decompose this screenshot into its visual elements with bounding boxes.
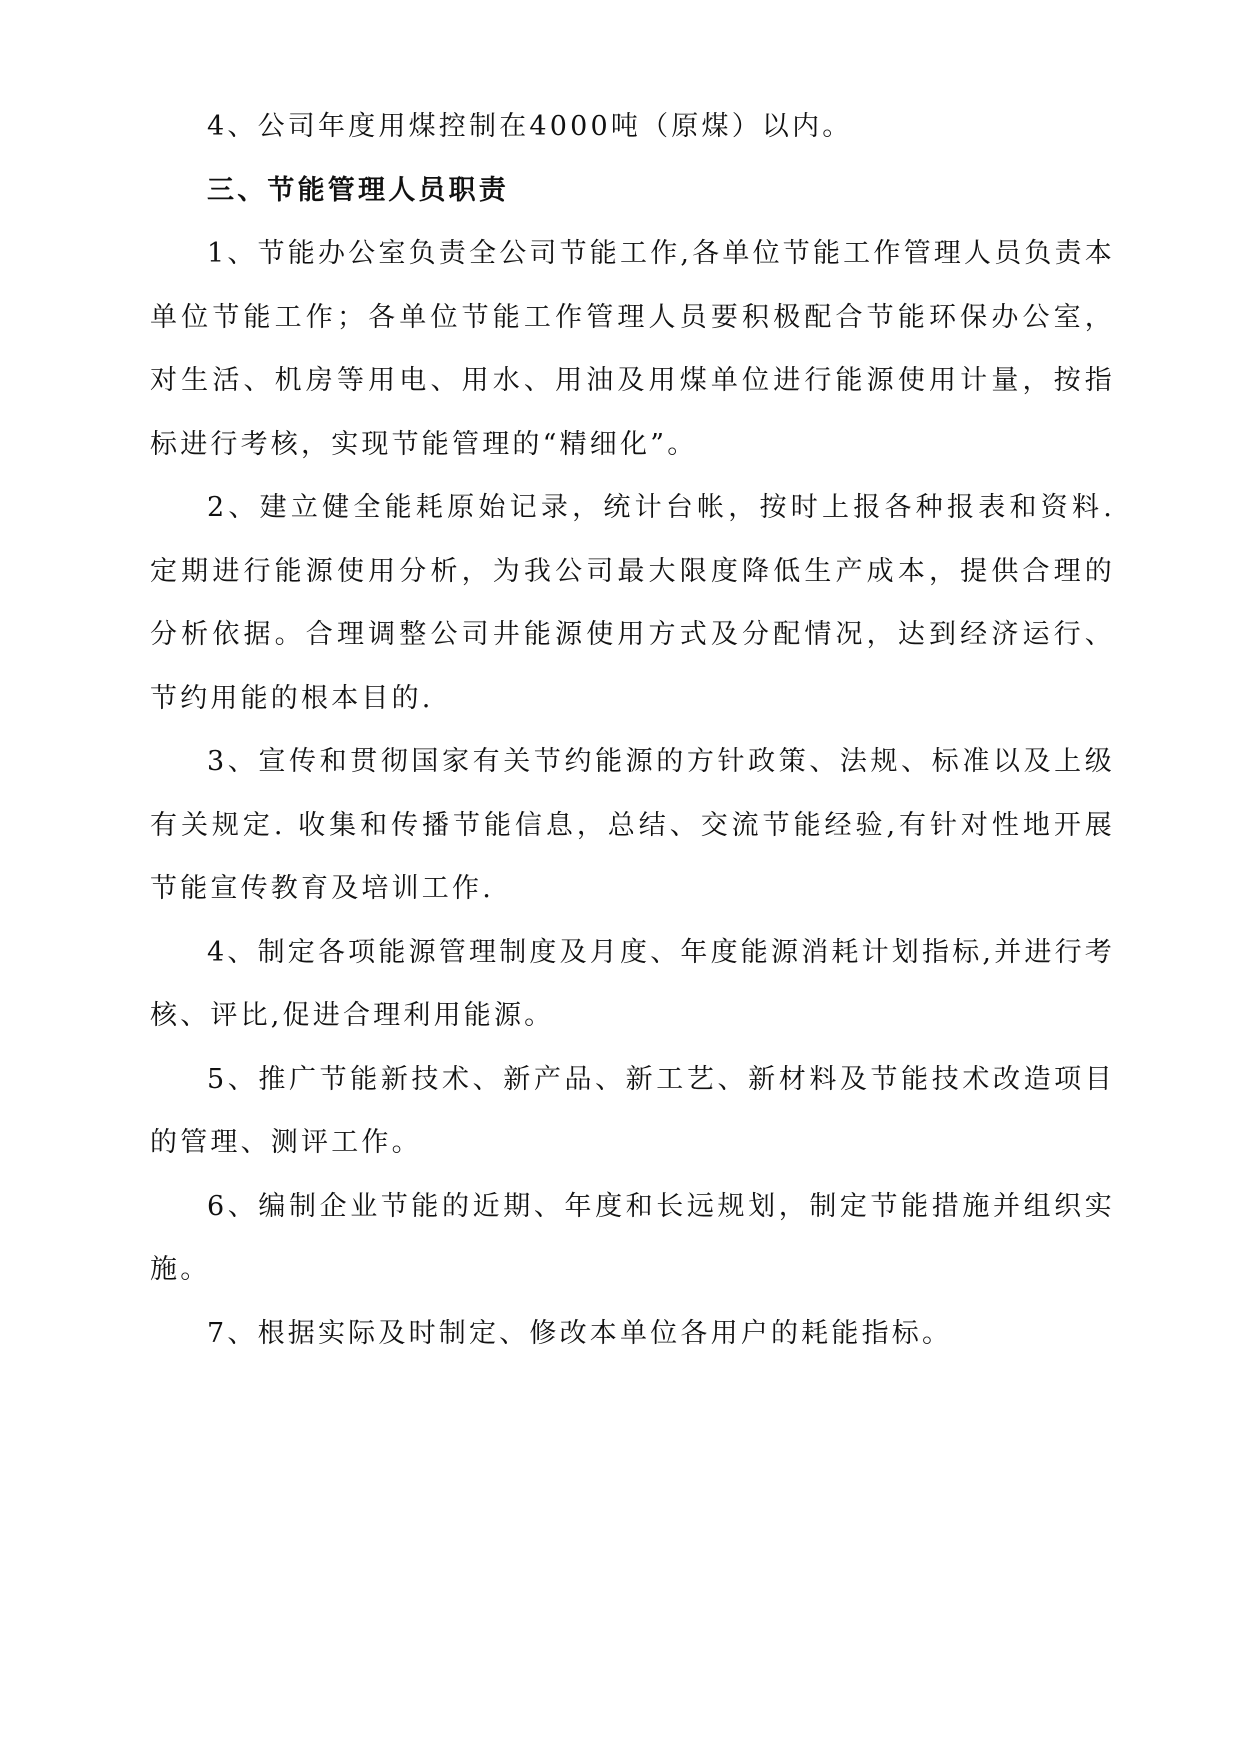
paragraph-item-7: 7、根据实际及时制定、修改本单位各用户的耗能指标。 (207, 1317, 953, 1349)
paragraph-item-1: 1、节能办公室负责全公司节能工作,各单位节能工作管理人员负责本单位节能工作；各单位节能工作管理人员要积极配合节能环保办公室，对生活、机房等用电、用水、用油及用煤单位进行能源使用计量，按指标进行考核，实现节能管理的“精细化”。 (150, 238, 1115, 460)
paragraph-item-4: 4、制定各项能源管理制度及月度、年度能源消耗计划指标,并进行考核、评比,促进合理利用能源。 (150, 936, 1115, 1031)
paragraph-coal-limit: 4、公司年度用煤控制在4000吨（原煤）以内。 (207, 111, 853, 142)
paragraph-item-5: 5、推广节能新技术、新产品、新工艺、新材料及节能技术改造项目的管理、测评工作。 (150, 1063, 1115, 1158)
document-page (150, 95, 1115, 1365)
paragraph-item-2: 2、建立健全能耗原始记录，统计台帐，按时上报各种报表和资料. 定期进行能源使用分析，为我公司最大限度降低生产成本，提供合理的分析依据。合理调整公司井能源使用方式及分配情况，达到经济运行、节约用能的根本目的. (150, 492, 1115, 714)
paragraph-item-3: 3、宣传和贯彻国家有关节约能源的方针政策、法规、标准以及上级有关规定. 收集和传播节能信息，总结、交流节能经验,有针对性地开展节能宣传教育及培训工作. (150, 746, 1115, 904)
paragraph-item-6: 6、编制企业节能的近期、年度和长远规划，制定节能措施并组织实施。 (150, 1190, 1115, 1285)
section-heading: 三、节能管理人员职责 (207, 174, 509, 206)
